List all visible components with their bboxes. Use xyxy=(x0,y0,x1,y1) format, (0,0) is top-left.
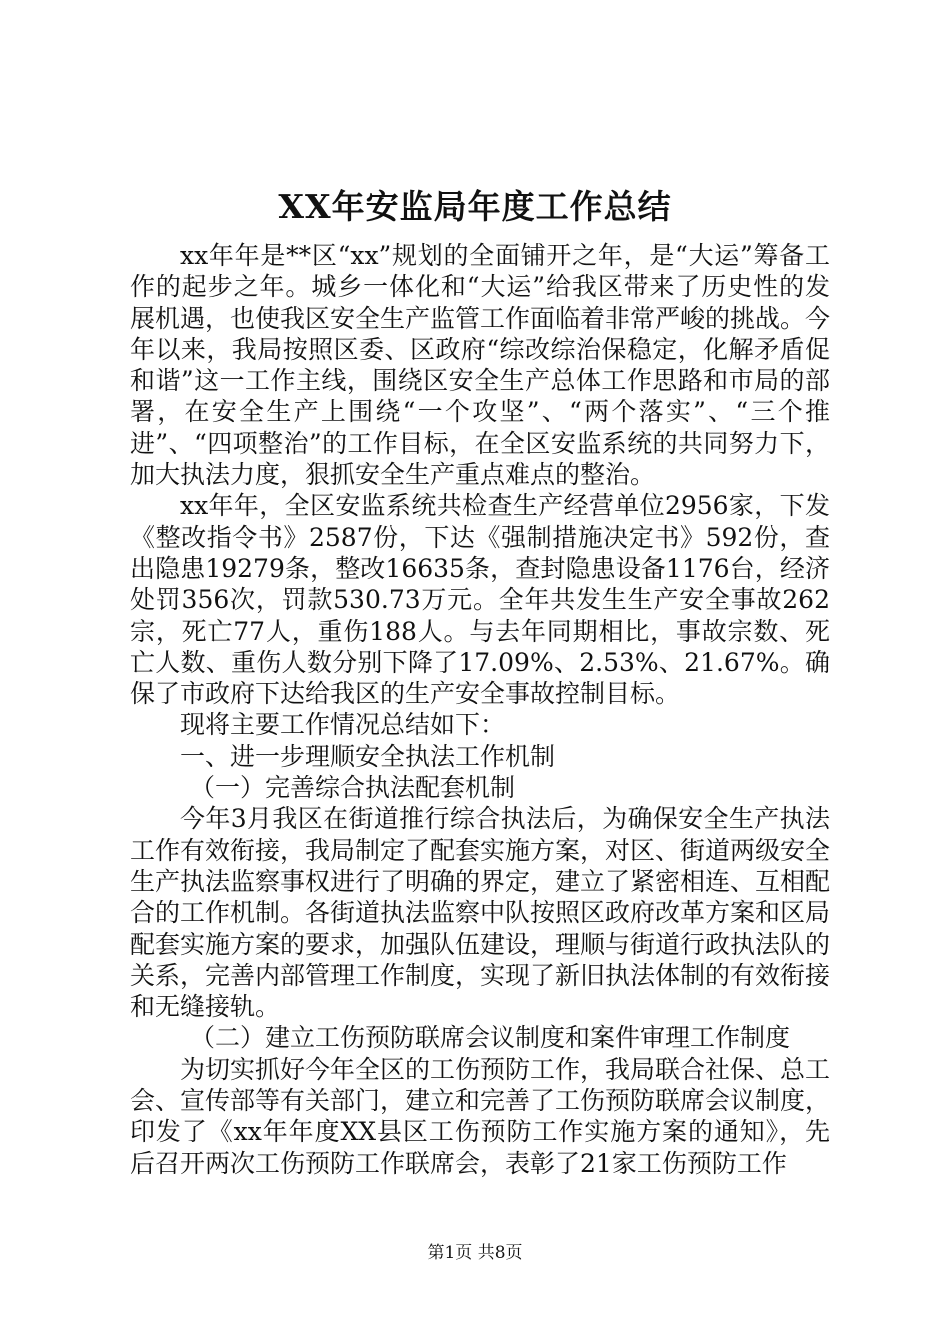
subsection-heading-1: （一）完善综合执法配套机制 xyxy=(190,773,516,803)
paragraph-enforcement: 今年3月我区在街道推行综合执法后，为确保安全生产执法工作有效衔接，我局制定了配套实施方案，对区、街道两级安全生产执法监察事权进行了明确的界定，建立了紧密相连、互相配合的工作机制。各街道执法监察中队按照区政府改革方案和区局配套实施方案的要求，加强队伍建设，理顺与街道行政执法队的关系，完善内部管理工作制度，实现了新旧执法体制的有效衔接和无缝接轨。 xyxy=(130,804,831,1022)
paragraph-statistics: xx年年，全区安监系统共检查生产经营单位2956家，下发《整改指令书》2587份，下达《强制措施决定书》592份，查出隐患19279条，整改16635条，查封隐患设备1176台，经济处罚356次，罚款530.73万元。全年共发生生产安全事故262宗，死亡77人，重伤188人。与去年同期相比，事故宗数、死亡人数、重伤人数分别下降了17.09%、2.53%、21.67%。确保了市政府下达给我区的生产安全事故控制目标。 xyxy=(130,491,830,709)
document-body xyxy=(130,240,830,1179)
subsection-heading-2: （二）建立工伤预防联席会议制度和案件审理工作制度 xyxy=(190,1023,791,1053)
page-footer: 第1页 共8页 xyxy=(427,1243,523,1263)
section-heading-1: 一、进一步理顺安全执法工作机制 xyxy=(180,741,556,771)
paragraph-injury-prevention: 为切实抓好今年全区的工伤预防工作，我局联合社保、总工会、宣传部等有关部门，建立和完善了工伤预防联席会议制度，印发了《xx年年度XX县区工伤预防工作实施方案的通知》，先后召开两次工伤预防工作联席会，表彰了21家工伤预防工作 xyxy=(130,1054,831,1178)
paragraph-summary-lead: 现将主要工作情况总结如下： xyxy=(180,710,506,740)
paragraph-intro: xx年年是**区“xx”规划的全面铺开之年，是“大运”筹备工作的起步之年。城乡一体化和“大运”给我区带来了历史性的发展机遇，也使我区安全生产监管工作面临着非常严峻的挑战。今年以来，我局按照区委、区政府“综改综治保稳定，化解矛盾促和谐”这一工作主线，围绕区安全生产总体工作思路和市局的部署，在安全生产上围绕“一个攻坚”、“两个落实”、“三个推进”、“四项整治”的工作目标，在全区安监系统的共同努力下，加大执法力度，狠抓安全生产重点难点的整治。 xyxy=(130,241,831,490)
document-title: XX年安监局年度工作总结 xyxy=(278,187,672,226)
